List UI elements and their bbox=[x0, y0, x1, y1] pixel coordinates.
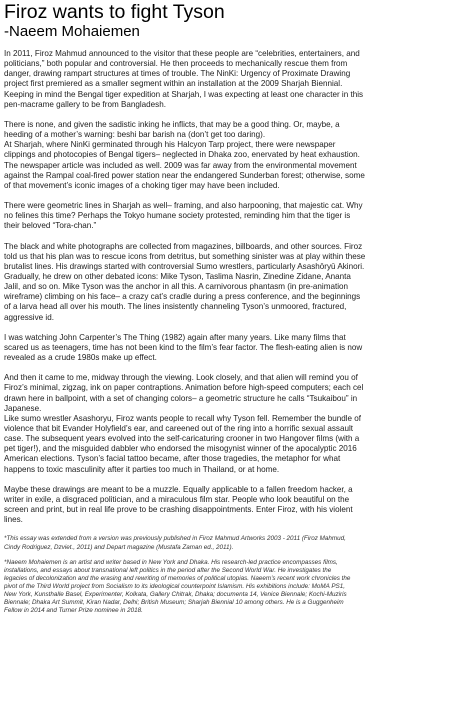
text-line: drawn here in ballpoint, with a set of changing colors– a geometric structure he calls “Tsukaibou” in bbox=[4, 393, 358, 403]
text-line: project first premiered as a smaller segment within an installation at the 2009 Sharjah Biennial. bbox=[4, 79, 343, 89]
footnote-line: pivot of the Third World project from Socialism to its ideological counterpoint Islamism. His exhibitions include: MoMA PS1, bbox=[4, 582, 345, 590]
footnote-line: *Naeem Mohaiemen is an artist and writer based in New York and Dhaka. His research-led practice encompasses films, bbox=[4, 558, 338, 566]
footnote-line: *This essay was extended from a version was previously published in Firoz Mahmud Artworks 2003 - 2011 (Firoz Mahmud, bbox=[4, 535, 346, 543]
footnote-line: Fellow in 2014 and Turner Prize nominee in 2018. bbox=[4, 607, 143, 615]
footnote-line: New York, Kunsthalle Basel, Experimenter, Kolkata, Gallery Chitrak, Dhaka; documenta 14, Venice Biennale; Kochi-Muziris bbox=[4, 590, 347, 598]
text-line: screen and print, but in real life prove to be crashing disappointments. Enter Firoz, with his violent bbox=[4, 505, 353, 515]
text-line: violence that bit Evander Holyfield’s ear, and careened out of the ring into a horrific sexual assault bbox=[4, 424, 353, 433]
text-line: Japanese. bbox=[4, 403, 42, 413]
text-line: of a larva head all over his mouth. The lines insistently channeling Tyson’s unmoored, fractured, bbox=[4, 302, 347, 312]
text-line: told us that his plan was to rescue icons from detritus, but something sinister was at play within these bbox=[4, 251, 366, 261]
text-line: pen-macrame gallery to be from Bangladesh. bbox=[4, 99, 166, 109]
footnote bbox=[4, 559, 447, 616]
article-body bbox=[4, 49, 447, 525]
body-paragraph bbox=[4, 333, 447, 363]
text-line: There is none, and given the sadistic inking he inflicts, that may be a good thing. Or, maybe, a bbox=[4, 119, 340, 129]
text-line: At Sharjah, where NinKi germinated through his Halcyon Tarp project, there were newspaper bbox=[4, 140, 336, 150]
text-line: against the Rampal coal-fired power station near the endangered Sunderban forest; otherwise, some bbox=[4, 170, 365, 180]
body-paragraph bbox=[4, 242, 447, 323]
footnote-line: installations, and essays about transnational left politics in the period after the Second World War. He investigates the bbox=[4, 566, 332, 574]
footnotes bbox=[4, 535, 447, 615]
footnote-line: Biennale; Dhaka Art Summit, Kiran Nadar, Delhi; British Museum; Sharjah Biennial 10 among others. He is a Guggenheim bbox=[4, 599, 344, 607]
text-line: no felines this time? Perhaps the Tokyo humane society protested, reminding him that the tiger is bbox=[4, 211, 351, 221]
text-line: clippings and photocopies of Bengal tigers– neglected in Dhaka zoo, enervated by heat exhaustion. bbox=[4, 150, 360, 160]
text-line: writer in exile, a disgraced politician, and a miraculous film star. People who look beautiful on the bbox=[4, 494, 350, 504]
text-line: wireframe) climbing on his face– a crazy cat’s cradle during a press conference, and the beginnings bbox=[4, 292, 361, 302]
text-line: Maybe these drawings are meant to be a muzzle. Equally applicable to a fallen freedom hacker, a bbox=[4, 484, 353, 494]
text-line: The black and white photographs are collected from magazines, billboards, and other sources. Firoz bbox=[4, 241, 363, 251]
body-paragraph bbox=[4, 201, 447, 231]
body-paragraph bbox=[4, 485, 447, 526]
text-line: of that movement’s iconic images of a choking tiger may have been included. bbox=[4, 180, 280, 190]
text-line: Firoz’s minimal, zigzag, ink on paper contraptions. Animation before high-speed computers; each cel bbox=[4, 383, 364, 393]
text-line: scared us as teenagers, time has not been kind to the film’s fear factor. The flesh-eating alien is now bbox=[4, 342, 363, 352]
article-author: -Naeem Mohaiemen bbox=[4, 23, 140, 40]
article-title: Firoz wants to fight Tyson bbox=[4, 1, 225, 23]
text-line: American elections. Tyson’s facial tattoo became, after those tragedies, the metaphor for what bbox=[4, 454, 341, 464]
text-line: Gradually, he drew on other debated icons: Mike Tyson, Taslima Nasrin, Zinedine Zidane, Ananta bbox=[4, 271, 351, 281]
footnote-line: Cindy Rodriguez, Dzviet., 2011) and Depart magazine (Mustafa Zaman ed., 2011). bbox=[4, 543, 234, 551]
footnote bbox=[4, 535, 447, 551]
text-line: And then it came to me, midway through the viewing. Look closely, and that alien will remind you of bbox=[4, 373, 358, 383]
text-line: aggressive id. bbox=[4, 312, 54, 322]
text-line: brutalist lines. His drawings started with controversial Sumo wrestlers, particularly Asashōryū Akinori. bbox=[4, 261, 365, 271]
text-line: pet tiger!), and the misguided dabbler who endorsed the misogynist winner of the apocalyptic 2016 bbox=[4, 444, 357, 454]
text-line: Keeping in mind the Bengal tiger expedition at Sharjah, I was expecting at least one character in this bbox=[4, 89, 364, 99]
footnote-line: legacies of decolonization and the erasing and rewriting of memories of political utopias. Naeem’s recent work chronicles the bbox=[4, 574, 351, 582]
text-line: heeding of a mother’s warning: beshi bar barish na (don’t get too daring). bbox=[4, 130, 266, 140]
text-line: case. The subsequent years evolved into the self-caricaturing crooner in two Hangover films (with a bbox=[4, 434, 360, 444]
text-line: danger, drawing rampart structures at times of trouble. The NinKi: Urgency of Proximate Drawing bbox=[4, 69, 351, 79]
text-line: I was watching John Carpenter’s The Thing (1982) again after many years. Like many films that bbox=[4, 332, 346, 342]
text-line: lines. bbox=[4, 515, 23, 525]
body-paragraph bbox=[4, 120, 447, 191]
text-line: happens to toxic masculinity after it parties too much in Thailand, or at home. bbox=[4, 464, 280, 474]
body-paragraph bbox=[4, 373, 447, 475]
text-line: revealed as a crude 1980s make up effect. bbox=[4, 353, 157, 363]
text-line: politicians,” both popular and controversial. He then proceeds to mechanically rescue them from bbox=[4, 59, 348, 69]
text-line: Like sumo wrestler Asashoryu, Firoz wants people to recall why Tyson fell. Remember the bundle of bbox=[4, 413, 362, 423]
body-paragraph bbox=[4, 49, 447, 110]
text-line: Jalil, and so on. Mike Tyson was the anchor in all this. A carnivorous phantasm (in pre-animation bbox=[4, 282, 349, 292]
text-line: In 2011, Firoz Mahmud announced to the visitor that these people are “celebrities, entertainers, and bbox=[4, 49, 360, 58]
text-line: their beloved “Tora-chan.” bbox=[4, 221, 97, 231]
text-line: There were geometric lines in Sharjah as well– framing, and also harpooning, that majestic cat. Why bbox=[4, 201, 363, 211]
text-line: The newspaper article was included as well. 2009 was far away from the environmental movement bbox=[4, 160, 357, 170]
